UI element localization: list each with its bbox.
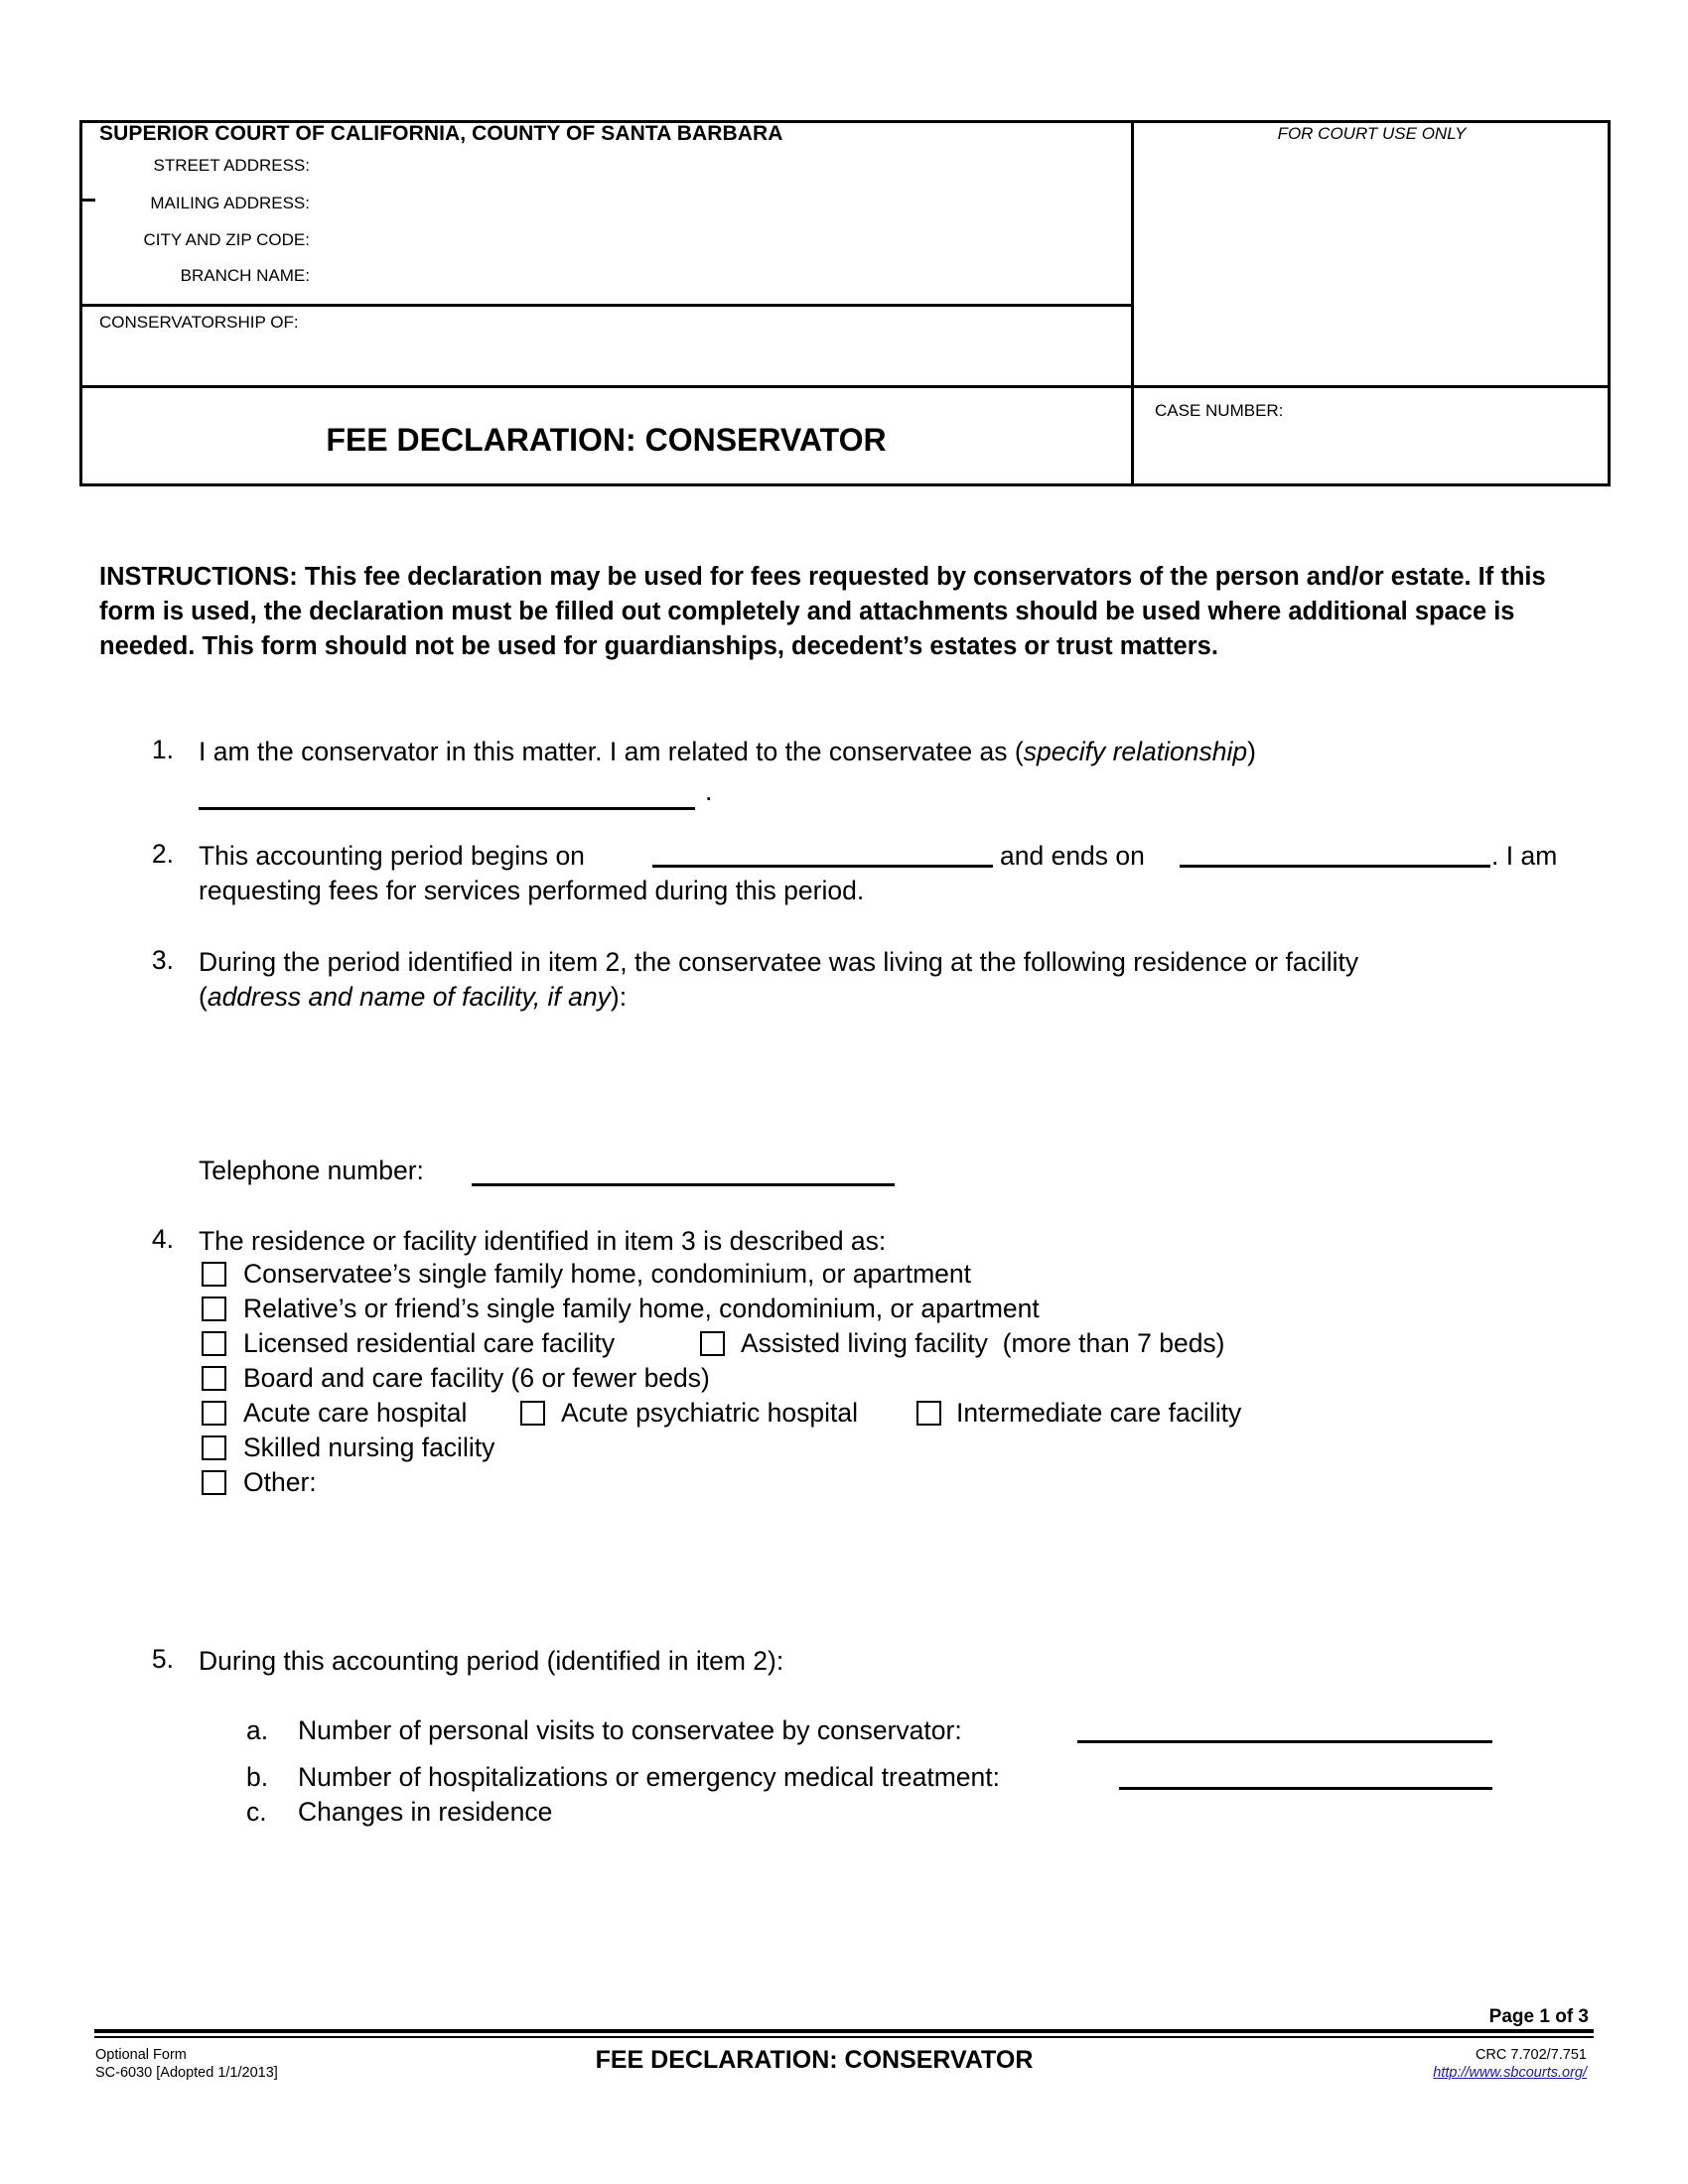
item-5-number: 5. xyxy=(151,1644,174,1674)
mailing-address-label: MAILING ADDRESS: xyxy=(150,194,310,212)
caption-divider-title xyxy=(79,385,1611,388)
form-title: FEE DECLARATION: CONSERVATOR xyxy=(326,422,887,458)
item-5-text: During this accounting period (identified in item 2): xyxy=(199,1646,784,1676)
caption-divider-court xyxy=(79,304,1133,307)
item-1-close: ) xyxy=(1247,737,1256,766)
page-number: Page 1 of 3 xyxy=(1488,2006,1589,2027)
item-2-number: 2. xyxy=(151,839,174,869)
item-5b-letter: b. xyxy=(246,1762,269,1792)
item-2-begins-label: This accounting period begins on xyxy=(199,841,585,871)
checkbox-intermediate-care[interactable] xyxy=(916,1401,941,1426)
checkbox-licensed-residential[interactable] xyxy=(202,1331,226,1356)
item-3-italic: address and name of facility, if any xyxy=(207,982,611,1012)
hospitalizations-field[interactable] xyxy=(1119,1787,1492,1790)
telephone-field[interactable] xyxy=(472,1183,895,1186)
footer-rule-thick xyxy=(94,2029,1594,2033)
instructions: INSTRUCTIONS: This fee declaration may be used for fees requested by conservators of the person and/or estate. If this form is used, the declaration must be filled out completely and attachments should be used where additional space is needed. This form should not be used for guardianships, decedent’s estates or trust matters. xyxy=(99,563,1546,660)
option-skilled-nursing: Skilled nursing facility xyxy=(243,1433,495,1462)
city-zip-label: CITY AND ZIP CODE: xyxy=(143,230,310,249)
option-acute-psychiatric: Acute psychiatric hospital xyxy=(561,1398,859,1428)
telephone-label: Telephone number: xyxy=(199,1156,424,1185)
item-1-number: 1. xyxy=(151,735,174,764)
personal-visits-field[interactable] xyxy=(1077,1740,1492,1743)
item-2-line2: requesting fees for services performed during this period. xyxy=(199,876,865,905)
option-other: Other: xyxy=(243,1467,317,1497)
item-3-line2 xyxy=(199,980,627,1015)
item-1-text xyxy=(199,735,1609,769)
item-5b-text: Number of hospitalizations or emergency medical treatment: xyxy=(298,1762,1000,1792)
option-intermediate-care: Intermediate care facility xyxy=(956,1398,1242,1428)
checkbox-conservatee-home[interactable] xyxy=(202,1262,226,1287)
item-4-text: The residence or facility identified in item 3 is described as: xyxy=(199,1226,887,1256)
item-2-iam: . I am xyxy=(1491,841,1558,871)
footer-rule-thin xyxy=(94,2036,1594,2038)
item-4-number: 4. xyxy=(151,1224,174,1254)
item-3-number: 3. xyxy=(151,945,174,975)
relationship-field[interactable] xyxy=(199,807,695,810)
item-1-period: . xyxy=(705,776,713,806)
item-5c-text: Changes in residence xyxy=(298,1797,553,1827)
checkbox-other[interactable] xyxy=(202,1470,226,1495)
item-5a-text: Number of personal visits to conservatee by conservator: xyxy=(298,1715,962,1745)
option-acute-care: Acute care hospital xyxy=(243,1398,468,1428)
branch-name-label: BRANCH NAME: xyxy=(180,266,310,285)
item-3-text: During the period identified in item 2, the conservatee was living at the following residence or facility xyxy=(199,947,1359,977)
period-end-field[interactable] xyxy=(1180,865,1490,868)
conservatorship-label: CONSERVATORSHIP OF: xyxy=(99,313,299,332)
checkbox-relative-home[interactable] xyxy=(202,1297,226,1321)
checkbox-acute-psychiatric[interactable] xyxy=(520,1401,545,1426)
option-board-care: Board and care facility (6 or fewer beds) xyxy=(243,1363,710,1393)
optional-form-label: Optional Form xyxy=(95,2047,187,2063)
paren-close: ): xyxy=(610,982,628,1012)
paren-open: ( xyxy=(199,982,208,1012)
form-id: SC-6030 [Adopted 1/1/2013] xyxy=(95,2065,278,2081)
item-5a-letter: a. xyxy=(246,1715,269,1745)
case-number-label: CASE NUMBER: xyxy=(1155,401,1284,420)
item-2-ends-label: and ends on xyxy=(1000,841,1145,871)
option-conservatee-home: Conservatee’s single family home, condominium, or apartment xyxy=(243,1259,972,1289)
period-begin-field[interactable] xyxy=(652,865,993,868)
item-1-italic: specify relationship xyxy=(1023,737,1248,766)
checkbox-skilled-nursing[interactable] xyxy=(202,1435,226,1460)
rule-reference: CRC 7.702/7.751 xyxy=(1475,2047,1587,2063)
street-address-label: STREET ADDRESS: xyxy=(153,156,310,175)
option-licensed-residential: Licensed residential care facility xyxy=(243,1328,616,1358)
footer-title: FEE DECLARATION: CONSERVATOR xyxy=(595,2046,1034,2074)
checkbox-board-care[interactable] xyxy=(202,1366,226,1391)
item-1-label: I am the conservator in this matter. I am related to the conservatee as ( xyxy=(199,737,1024,766)
court-name: SUPERIOR COURT OF CALIFORNIA, COUNTY OF SANTA BARBARA xyxy=(99,122,783,145)
court-website-link[interactable]: http://www.sbcourts.org/ xyxy=(1433,2065,1587,2081)
court-use-label: FOR COURT USE ONLY xyxy=(1277,124,1467,143)
option-relative-home: Relative’s or friend’s single family home, condominium, or apartment xyxy=(243,1294,1040,1323)
item-5c-letter: c. xyxy=(246,1797,267,1827)
option-assisted-living: Assisted living facility (more than 7 beds) xyxy=(741,1328,1225,1358)
checkbox-assisted-living[interactable] xyxy=(700,1331,725,1356)
checkbox-acute-care[interactable] xyxy=(202,1401,226,1426)
